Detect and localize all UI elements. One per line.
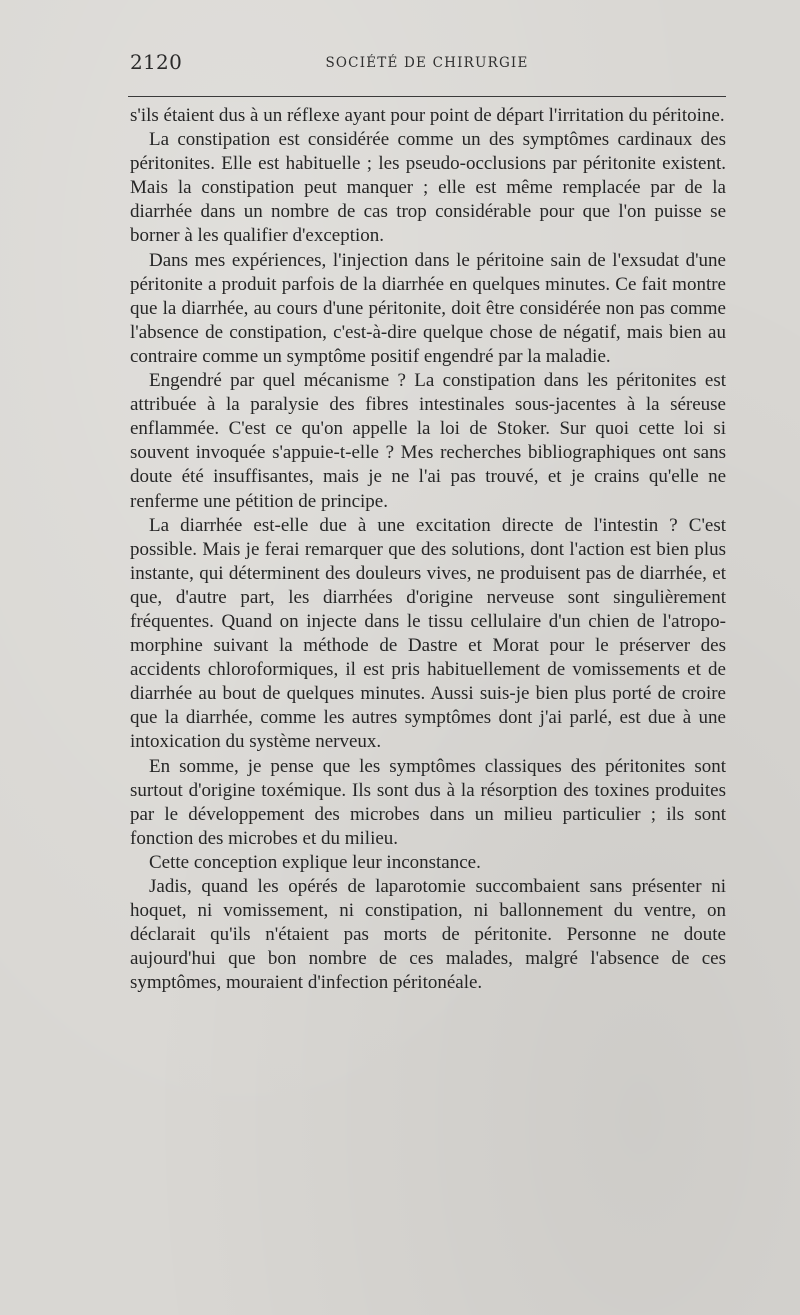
- paragraph-mechanism: Engendré par quel mécanisme ? La constipation dans les péritonites est attribuée à la paralysie des fibres intestinales sous-jacentes à la séreuse enflammée. C'est ce qu'on appelle la loi de Stoker. Sur quoi cette loi si souvent invoquée s'appuie-t-elle ? Mes recherches bibliographiques ont sans doute été insuffisantes, mais je ne l'ai pas trouvé, et je crains qu'elle ne renferme une pétition de principe.: [130, 370, 726, 512]
- paragraph-experiments: Dans mes expériences, l'injection dans le péritoine sain de l'exsudat d'une péritonite a produit parfois de la diarrhée en quelques minutes. Ce fait montre que la diarrhée, au cours d'une péritonite, doit être considérée non pas comme l'absence de constipation, c'est-à-dire quelque chose de négatif, mais bien au contraire comme un symptôme positif engendré par la maladie.: [130, 249, 726, 367]
- paragraph-constipation: La constipation est considérée comme un des symptômes cardinaux des péritonites. Elle est habituelle ; les pseudo-occlusions par péritonite existent. Mais la constipation peut manquer ; elle est même remplacée par de la diarrhée dans un nombre de cas trop considérable pour que l'on puisse se borner à les qualifier d'exception.: [130, 129, 726, 247]
- header-rule: [128, 96, 726, 97]
- journal-title: SOCIÉTÉ DE CHIRURGIE: [325, 55, 529, 71]
- body-text: [130, 104, 726, 995]
- paragraph-diarrhea: La diarrhée est-elle due à une excitation directe de l'intestin ? C'est possible. Mais je ferai remarquer que des solutions, dont l'action est bien plus instante, qui déterminent des douleurs vives, ne produisent pas de diarrhée, et que, d'autre part, les diarrhées d'origine nerveuse sont singulièrement fréquentes. Quand on injecte dans le tissu cellulaire d'un chien de l'atropo-morphine suivant la méthode de Dastre et Morat pour le préserver des accidents chloroformiques, il est pris habituellement de vomissements et de diarrhée au bout de quelques minutes. Aussi suis-je bien plus porté de croire que la diarrhée, comme les autres symptômes dont j'ai parlé, est due à une intoxication du système nerveux.: [130, 514, 726, 753]
- running-head: [130, 50, 724, 78]
- paragraph-inconstance: Cette conception explique leur inconstance.: [149, 851, 481, 873]
- page-number: 2120: [130, 50, 183, 74]
- paragraph-summary: En somme, je pense que les symptômes classiques des péritonites sont surtout d'origine toxémique. Ils sont dus à la résorption des toxines produites par le développement des microbes dans un milieu particulier ; ils sont fonction des microbes et du milieu.: [130, 755, 726, 849]
- paragraph-continuation: s'ils étaient dus à un réflexe ayant pour point de départ l'irritation du péritoine.: [130, 105, 725, 126]
- paragraph-laparotomy: Jadis, quand les opérés de laparotomie succombaient sans présenter ni hoquet, ni vomissement, ni constipation, ni ballonnement du ventre, on déclarait qu'ils n'étaient pas morts de péritonite. Personne ne doute aujourd'hui que bon nombre de ces malades, malgré l'absence de ces symptômes, mouraient d'infection péritonéale.: [130, 876, 726, 994]
